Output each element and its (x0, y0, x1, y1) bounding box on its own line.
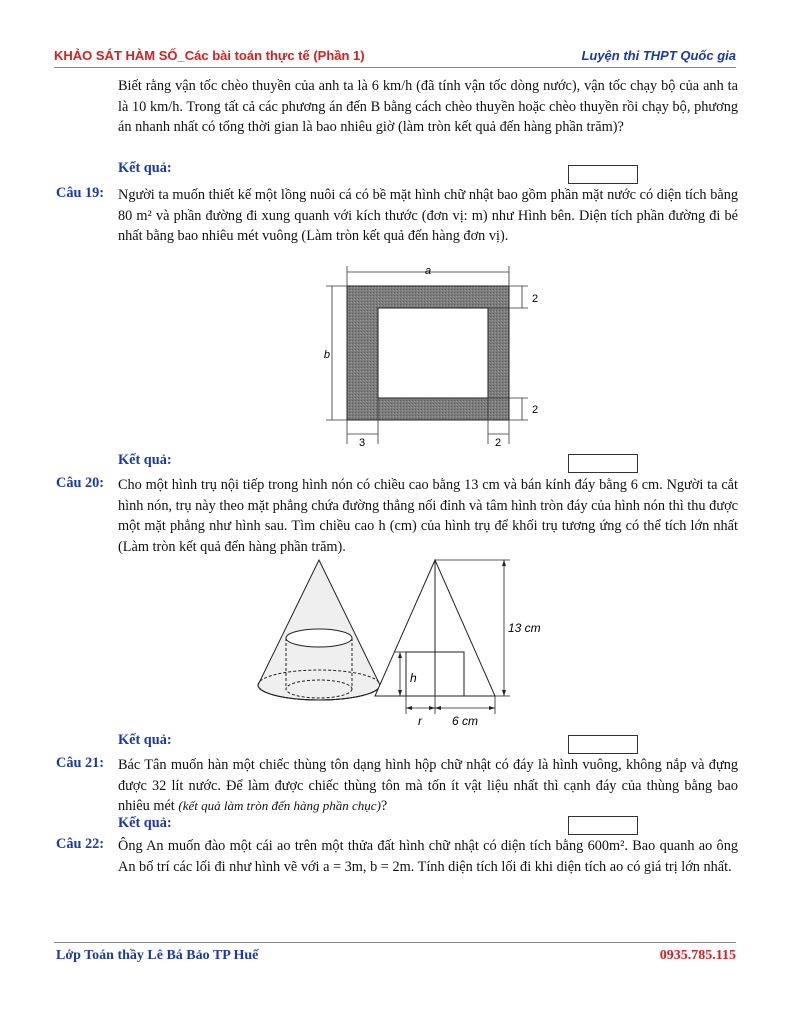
q20-text: Cho một hình trụ nội tiếp trong hình nón có chiều cao bằng 13 cm và bán kính đáy bằng 6 cm. Người ta cắt hình nón, trụ này theo mặt phẳng chứa đường thẳng nối đỉnh và tâm hình tròn đáy của hình nón thì thu được một mặt phẳng như hình sau. Tìm chiều cao h (cm) của hình trụ để khối trụ tương ứng có thể tích lớn nhất (Làm tròn kết quả đến hàng phần trăm). (118, 477, 738, 555)
q20-cone-3d (258, 560, 380, 700)
q19-label-right: 2 (494, 437, 502, 449)
q19-label-top: 2 (532, 293, 539, 305)
q20-figure (252, 556, 552, 734)
q18-answer-box[interactable] (568, 165, 638, 184)
q21-result-label: Kết quả: (118, 815, 172, 831)
q18-result-label: Kết quả: (118, 160, 172, 176)
q20-label-radius: 6 cm (451, 714, 479, 728)
q19-answer-box[interactable] (568, 454, 638, 473)
page-header (54, 46, 736, 68)
footer-teacher: Lớp Toán thầy Lê Bá Bảo TP Huế (56, 948, 259, 963)
header-subtitle: Luyện thi THPT Quốc gia (581, 48, 736, 63)
footer-phone: 0935.785.115 (659, 948, 736, 963)
q21-note: (kết quả làm tròn đến hàng phần chục) (178, 798, 381, 813)
q19-label-bottom: 2 (532, 404, 539, 416)
header-title: KHẢO SÁT HÀM SỐ_Các bài toán thực tế (Phần 1) (54, 48, 365, 63)
q22-label: Câu 22: (56, 836, 105, 852)
q20-answer-box[interactable] (568, 735, 638, 754)
q21-tail: ? (380, 798, 388, 814)
page-footer (54, 942, 736, 972)
q19-result-label: Kết quả: (118, 452, 172, 468)
q18-text: Biết rằng vận tốc chèo thuyền của anh ta là 6 km/h (đã tính vận tốc dòng nước), vận tốc chạy bộ của anh ta là 10 km/h. Trong tất cả các phương án đến B bằng cách chèo thuyền hoặc chèo thuyền rồi chạy bộ, phương án nhanh nhất có tổng thời gian là bao nhiêu giờ (làm tròn kết quả đến hàng phần trăm)? (118, 78, 738, 135)
q19-label-a: a (424, 265, 432, 277)
q19-label: Câu 19: (56, 185, 105, 201)
q20-label-h: h (410, 671, 417, 685)
q20-cross-section (375, 560, 541, 728)
q21-text: Bác Tân muốn hàn một chiếc thùng tôn dạng hình hộp chữ nhật có đáy là hình vuông, không nắp và đựng được 32 lít nước. Để làm được chiếc thùng tôn mà tốn ít vật liệu nhất thì cạnh đáy của thùng bằng bao nhiêu mét (118, 757, 738, 814)
q19-figure (310, 262, 550, 450)
q21-paragraph (118, 755, 738, 817)
q20-label-r: r (418, 714, 422, 728)
q19-label-left: 3 (358, 437, 366, 449)
q20-result-label: Kết quả: (118, 732, 172, 748)
q20-label: Câu 20: (56, 475, 105, 491)
q19-text: Người ta muốn thiết kế một lồng nuôi cá có bề mặt hình chữ nhật bao gồm phần mặt nước có diện tích bằng 80 m² và phần đường đi xung quanh với kích thước (đơn vị: m) như Hình bên. Diện tích phần đường đi bé nhất bằng bao nhiêu mét vuông (Làm tròn kết quả đến hàng đơn vị). (118, 187, 738, 244)
q21-answer-box[interactable] (568, 816, 638, 835)
q21-label: Câu 21: (56, 755, 105, 771)
q20-label-height: 13 cm (508, 621, 541, 635)
q19-pond-rect (378, 308, 488, 398)
q22-text: Ông An muốn đào một cái ao trên một thửa đất hình chữ nhật có diện tích bằng 600m². Bao quanh ao ông An bố trí các lối đi như hình vẽ với a = 3m, b = 2m. Tính diện tích lối đi khi diện tích ao có giá trị lớn nhất. (118, 838, 738, 875)
q19-label-b: b (323, 349, 330, 361)
